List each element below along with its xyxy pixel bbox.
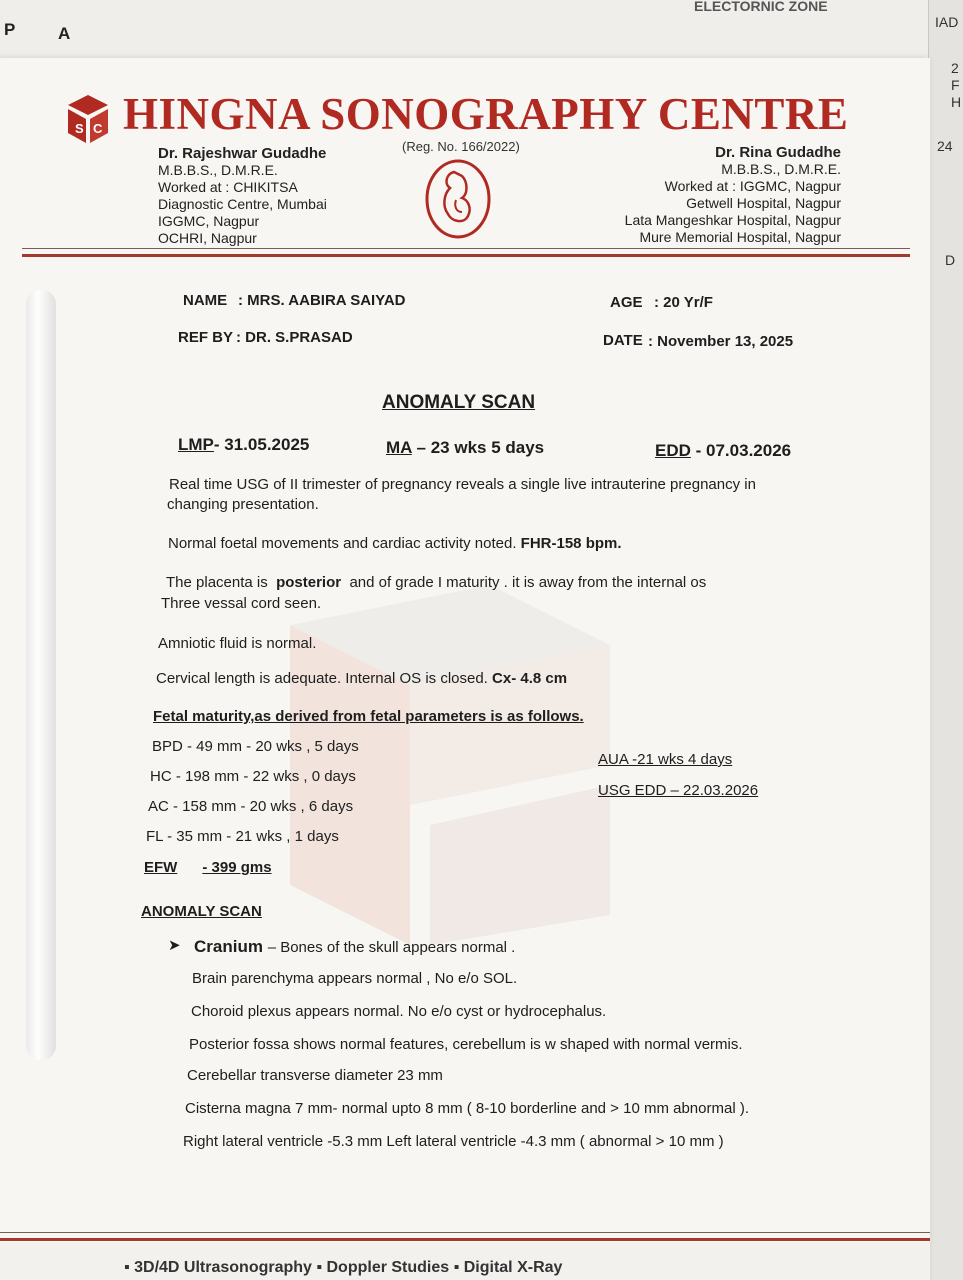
background-letter-a: A xyxy=(58,24,71,43)
efw-label: EFW xyxy=(144,859,178,876)
date-value: : November 13, 2025 xyxy=(648,333,794,350)
footer-divider-red xyxy=(0,1238,930,1241)
placenta-position: posterior xyxy=(276,574,342,591)
cervical-line xyxy=(156,670,567,687)
doctor-right-block xyxy=(625,144,841,246)
ma-label: MA xyxy=(386,438,412,457)
cranium-text: – Bones of the skull appears normal . xyxy=(267,939,516,956)
arrow-bullet-icon: ➤ xyxy=(168,937,181,954)
footer-services: ▪ 3D/4D Ultrasonography ▪ Doppler Studies ▪ Digital X-Ray xyxy=(124,1259,563,1276)
doctor-left-line: Diagnostic Centre, Mumbai xyxy=(158,196,327,212)
param-ac: AC - 158 mm - 20 wks , 6 days xyxy=(148,798,354,815)
hsc-logo-icon xyxy=(64,95,112,145)
lmp-value: - 31.05.2025 xyxy=(213,435,310,454)
header-divider-red xyxy=(22,254,910,257)
edd-field xyxy=(655,441,791,461)
usg-line-1: Real time USG of II trimester of pregnancy reveals a single live intrauterine pregnancy in xyxy=(169,476,756,493)
edd-value: - 07.03.2026 xyxy=(695,441,792,460)
header-divider-thin xyxy=(22,248,910,249)
date-label: DATE xyxy=(603,332,643,349)
svg-text:S: S xyxy=(75,121,84,136)
doctor-right-name: Dr. Rina Gudadhe xyxy=(715,144,841,161)
ref-label: REF BY xyxy=(178,329,234,346)
anomaly-line: Posterior fossa shows normal features, cerebellum is w shaped with normal vermis. xyxy=(189,1036,743,1053)
edd-label: EDD xyxy=(655,441,691,460)
edge-char: 24 xyxy=(937,138,953,154)
cervical-text: Cervical length is adequate. Internal OS is closed. xyxy=(156,670,488,687)
foetal-movement-line xyxy=(168,535,622,552)
doctor-left-line: M.B.B.S., D.M.R.E. xyxy=(158,162,278,178)
pen-tube xyxy=(26,290,56,1060)
doctor-left-line: IGGMC, Nagpur xyxy=(158,213,260,229)
cervical-length: Cx- 4.8 cm xyxy=(492,670,568,687)
foetal-text: Normal foetal movements and cardiac activity noted. xyxy=(168,535,517,552)
doctor-right-line: Worked at : IGGMC, Nagpur xyxy=(664,178,841,194)
doctor-right-line: Mure Memorial Hospital, Nagpur xyxy=(639,229,841,245)
ma-field xyxy=(386,438,544,458)
age-value: : 20 Yr/F xyxy=(654,294,713,311)
centre-title: HINGNA SONOGRAPHY CENTRE xyxy=(123,89,849,139)
usg-line-2: changing presentation. xyxy=(167,496,319,513)
ma-value: – 23 wks 5 days xyxy=(416,438,545,457)
maturity-heading: Fetal maturity,as derived from fetal parameters is as follows. xyxy=(153,708,584,725)
svg-text:C: C xyxy=(93,121,103,136)
ref-value: : DR. S.PRASAD xyxy=(236,329,353,346)
edge-char: F xyxy=(951,77,960,93)
doctor-left-block xyxy=(158,145,327,247)
doctor-right-line: M.B.B.S., D.M.R.E. xyxy=(721,161,841,177)
doctor-right-line: Lata Mangeshkar Hospital, Nagpur xyxy=(624,212,841,228)
age-label: AGE xyxy=(610,294,643,311)
edge-char: 2 xyxy=(951,60,959,76)
efw-line xyxy=(144,859,272,876)
cord-line: Three vessal cord seen. xyxy=(161,595,322,612)
doctor-left-name: Dr. Rajeshwar Gudadhe xyxy=(158,145,327,162)
report-title: ANOMALY SCAN xyxy=(382,392,536,413)
registration-number: (Reg. No. 166/2022) xyxy=(402,139,520,154)
background-top-text: ELECTORNIC ZONE xyxy=(694,0,828,14)
cranium-line xyxy=(194,937,515,957)
usg-edd-value: USG EDD – 22.03.2026 xyxy=(598,782,759,799)
placenta-pre: The placenta is xyxy=(166,574,268,591)
edge-char: IAD xyxy=(935,14,959,30)
placenta-post: and of grade I maturity . it is away from the internal os xyxy=(349,574,707,591)
efw-value: - 399 gms xyxy=(202,859,272,876)
background-letter-p: P xyxy=(4,20,16,39)
doctor-left-line: OCHRI, Nagpur xyxy=(158,230,257,246)
edge-char: H xyxy=(951,94,962,110)
name-label: NAME xyxy=(183,292,228,309)
param-hc: HC - 198 mm - 22 wks , 0 days xyxy=(150,768,356,785)
edge-char: D xyxy=(945,252,956,268)
lmp-field xyxy=(178,435,309,455)
anomaly-line: Cerebellar transverse diameter 23 mm xyxy=(187,1067,443,1084)
name-value: : MRS. AABIRA SAIYAD xyxy=(238,292,406,309)
anomaly-heading: ANOMALY SCAN xyxy=(141,903,262,920)
anomaly-line: Cisterna magna 7 mm- normal upto 8 mm ( 8-10 borderline and > 10 mm abnormal ). xyxy=(185,1100,749,1117)
footer-divider-thin xyxy=(0,1232,930,1233)
anomaly-line: Brain parenchyma appears normal , No e/o SOL. xyxy=(192,970,518,987)
param-bpd: BPD - 49 mm - 20 wks , 5 days xyxy=(152,738,359,755)
anomaly-line: Right lateral ventricle -5.3 mm Left lateral ventricle -4.3 mm ( abnormal > 10 mm ) xyxy=(183,1133,724,1150)
param-fl: FL - 35 mm - 21 wks , 1 days xyxy=(146,828,339,845)
right-edge-paper xyxy=(928,0,963,1280)
fhr-value: FHR-158 bpm. xyxy=(520,535,622,552)
amniotic-line: Amniotic fluid is normal. xyxy=(158,635,317,652)
placenta-line xyxy=(166,574,706,591)
cranium-label: Cranium xyxy=(194,937,263,956)
doctor-right-line: Getwell Hospital, Nagpur xyxy=(686,195,841,211)
lmp-label: LMP xyxy=(178,435,214,454)
anomaly-line: Choroid plexus appears normal. No e/o cyst or hydrocephalus. xyxy=(191,1003,607,1020)
aua-value: AUA -21 wks 4 days xyxy=(598,751,733,768)
pregnancy-emblem-icon xyxy=(424,158,492,240)
doctor-left-line: Worked at : CHIKITSA xyxy=(158,179,298,195)
